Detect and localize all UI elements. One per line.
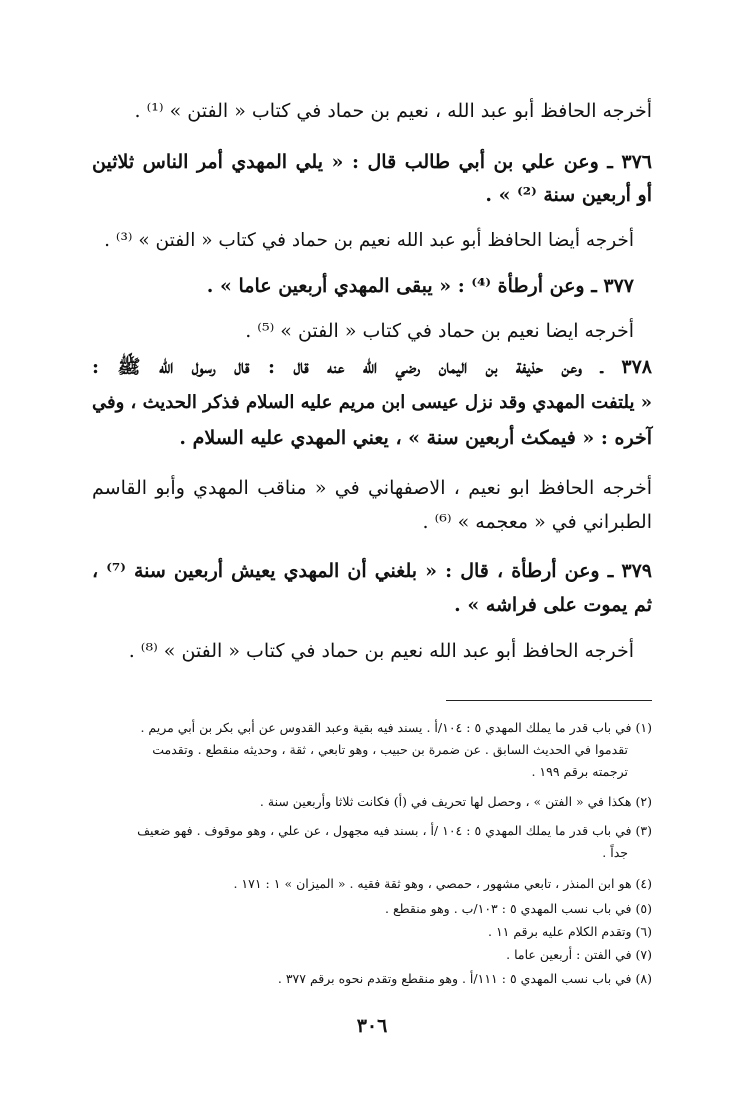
footnote-1-line-3: ترجمته برقم ١٩٩ . [531, 764, 628, 779]
footnote-6: (٦) وتقدم الكلام عليه برقم ١١ . [487, 924, 652, 939]
hadith-377: ٣٧٧ ـ وعن أرطأة ⁽⁴⁾ : « يبقى المهدي أربعين عاما » . [206, 275, 634, 297]
attribution-line-2: أخرجه أيضا الحافظ أبو عبد الله نعيم بن حماد في كتاب « الفتن » ⁽³⁾ . [104, 230, 634, 251]
attribution-line-4a: أخرجه الحافظ ابو نعيم ، الاصفهاني في « مناقب المهدي وأبو القاسم [92, 477, 652, 499]
footnote-2: (٢) هكذا في « الفتن » ، وحصل لها تحريف في (أ) فكانت ثلاثا وأربعين سنة . [259, 794, 652, 809]
footnote-divider [446, 700, 652, 701]
page-number: ٣٠٦ [356, 1015, 388, 1037]
attribution-line-5: أخرجه الحافظ أبو عبد الله نعيم بن حماد في كتاب « الفتن » ⁽⁸⁾ . [128, 640, 634, 662]
footnote-3-line-2: جداً . [602, 845, 628, 860]
hadith-379-line-2: ثم يموت على فراشه » . [454, 594, 652, 616]
footnote-3-line-1: (٣) في باب قدر ما يملك المهدي ٥ : ١٠٤ /أ ، بسند فيه مجهول ، عن علي ، وهو موقوف . فهو ضعيف [137, 823, 652, 838]
hadith-376-line-2: أو أربعين سنة ⁽²⁾ » . [485, 184, 652, 206]
attribution-line-1: أخرجه الحافظ أبو عبد الله ، نعيم بن حماد في كتاب « الفتن » ⁽¹⁾ . [134, 100, 652, 122]
footnote-7: (٧) في الفتن : أربعين عاما . [506, 947, 652, 962]
footnote-1-line-2: تقدموا في الحديث السابق . عن ضمرة بن حبيب ، وهو تابعي ، ثقة ، وحديثه منقطع . وتقدمت [152, 742, 628, 757]
attribution-line-4b: الطبراني في « معجمه » ⁽⁶⁾ . [422, 511, 652, 533]
footnote-4: (٤) هو ابن المنذر ، تابعي مشهور ، حمصي ، وهو ثقة فقيه . « الميزان » ١ : ١٧١ . [233, 876, 652, 891]
hadith-378-line-3: آخره : « فيمكث أربعين سنة » ، يعني المهدي عليه السلام . [179, 427, 652, 449]
hadith-378-line-1: ٣٧٨ ـ وعن حذيفة بن اليمان رضي الله عنه قال : قال رسول الله ﷺ : [92, 356, 652, 378]
hadith-376-line-1: ٣٧٦ ـ وعن علي بن أبي طالب قال : « يلي المهدي أمر الناس ثلاثين [92, 151, 652, 173]
hadith-378-line-2: « يلتفت المهدي وقد نزل عيسى ابن مريم عليه السلام فذكر الحديث ، وفي [91, 392, 652, 413]
hadith-379-line-1: ٣٧٩ ـ وعن أرطأة ، قال : « بلغني أن المهدي يعيش أربعين سنة ⁽⁷⁾ ، [92, 560, 652, 582]
footnote-5: (٥) في باب نسب المهدي ٥ : ١٠٣/ب . وهو منقطع . [385, 901, 652, 916]
footnote-1-line-1: (١) في باب قدر ما يملك المهدي ٥ : ١٠٤/أ . يسند فيه بقية وعبد القدوس عن أبي بكر بن أبي مريم . [140, 720, 652, 735]
footnote-8: (٨) في باب نسب المهدي ٥ : ١١١/أ . وهو منقطع وتقدم نحوه برقم ٣٧٧ . [277, 971, 652, 986]
attribution-line-3: أخرجه ايضا نعيم بن حماد في كتاب « الفتن » ⁽⁵⁾ . [245, 320, 634, 342]
